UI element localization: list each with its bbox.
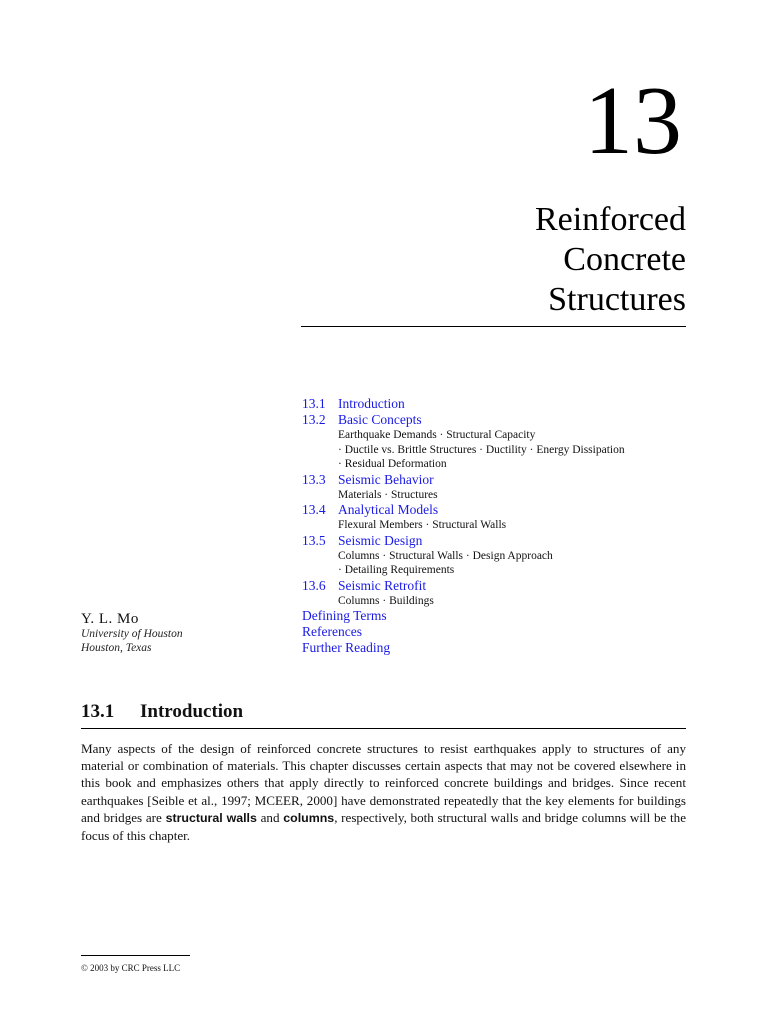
title-divider [301,326,686,327]
toc-link-introduction[interactable] [302,396,702,412]
toc-subtopics: Earthquake Demands · Structural Capacity [338,429,536,441]
chapter-title-line: Concrete [563,241,686,278]
toc-number: 13.5 [302,532,326,548]
toc-link-seismic-design[interactable] [302,533,702,549]
author-block [81,610,183,655]
chapter-title-line: Reinforced [534,201,686,238]
chapter-title-line: Structures [548,281,686,318]
paragraph-text: , respectively, both structural walls and bridge columns will be the focus of this chapter. [81,809,687,844]
toc-link-analytical-models[interactable] [302,502,702,518]
toc-link-seismic-behavior[interactable] [302,472,702,488]
term-columns: columns [283,810,335,825]
toc-subtopics: Materials · Structures [338,488,438,501]
toc-link-references[interactable]: References [302,624,362,639]
section-divider [81,728,686,729]
author-affiliation: University of Houston [81,628,183,640]
term-structural-walls: structural walls [165,810,257,825]
section-title: Introduction [140,701,244,722]
paragraph-text: Many aspects of the design of reinforced concrete structures to resist earthquakes apply to structures of any material or combination of materials. This chapter discusses certain aspects that may not be covered elsewhere in this book and emphasizes others that apply directly to reinforced concrete buildings and bridges. Since recent earthquakes [Seible et al., 1997; MCEER, 2000] have demonstrated repeatedly that the key elements for buildings and bridges are [81,741,686,825]
toc-subtopics: Columns · Structural Walls · Design Approach [338,549,553,562]
paragraph-text: and [256,809,284,825]
toc-title: Introduction [338,396,405,411]
footnote-divider [81,955,190,956]
toc-title: Basic Concepts [338,412,422,427]
author-location: Houston, Texas [81,641,152,654]
intro-paragraph [81,740,686,844]
toc-subtopics: · Residual Deformation [338,458,447,470]
toc-title: Seismic Design [338,532,423,548]
section-number: 13.1 [81,701,115,722]
toc-link-defining-terms[interactable]: Defining Terms [302,608,387,623]
toc-number: 13.6 [302,577,326,593]
toc-title: Analytical Models [338,502,439,517]
toc-entry [302,578,702,609]
toc-subtopics: Flexural Members · Structural Walls [338,519,507,531]
toc-entry [302,502,702,533]
toc-entry [302,396,702,412]
toc-subtopics: Columns · Buildings [338,594,434,607]
toc-link-further-reading[interactable]: Further Reading [302,640,391,655]
section-heading [81,701,243,723]
toc-subtopics: · Ductile vs. Brittle Structures · Ductility · Energy Dissipation [338,443,625,456]
author-name: Y. L. Mo [81,611,139,627]
toc-title: Seismic Retrofit [338,577,427,593]
toc-link-seismic-retrofit[interactable] [302,578,702,594]
toc-entry [302,472,702,503]
toc-subtopics: · Detailing Requirements [338,564,455,576]
chapter-title [535,200,686,320]
toc-number: 13.1 [302,396,326,411]
chapter-number: 13 [584,67,682,175]
table-of-contents [302,396,702,656]
toc-entry [302,533,702,578]
toc-entry [302,412,702,472]
toc-number: 13.3 [302,471,326,487]
copyright-notice: © 2003 by CRC Press LLC [81,963,181,973]
toc-title: Seismic Behavior [338,471,434,487]
toc-link-basic-concepts[interactable] [302,412,702,428]
toc-number: 13.2 [302,412,326,427]
toc-number: 13.4 [302,502,326,517]
